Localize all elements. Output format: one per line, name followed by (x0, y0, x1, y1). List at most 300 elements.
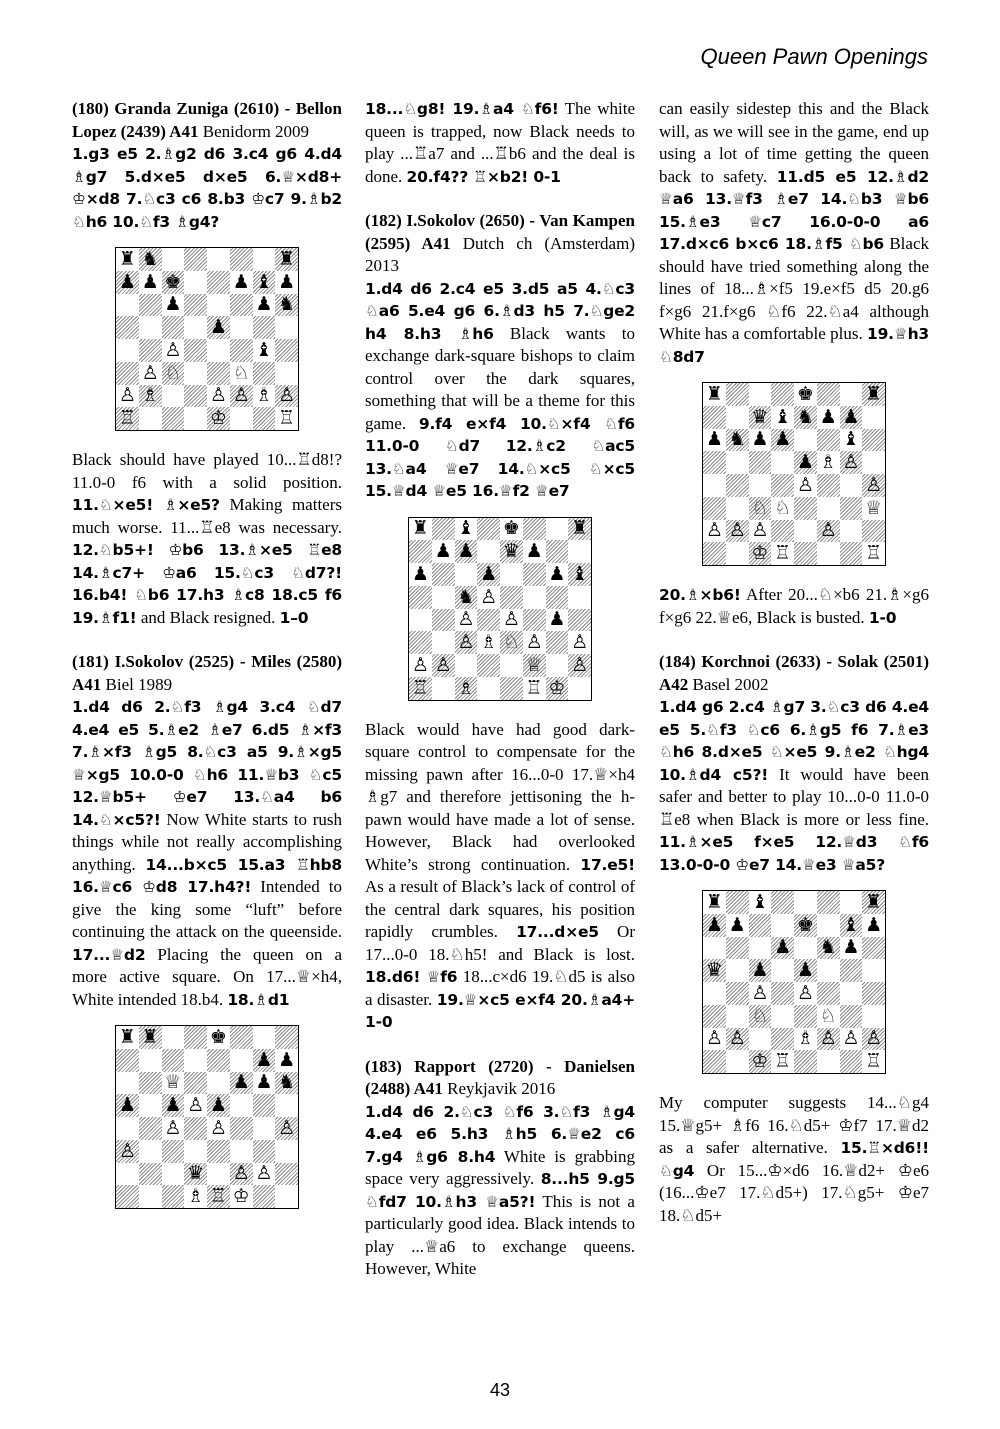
white-rook-icon: ♖ (865, 1050, 883, 1073)
board-square (523, 586, 546, 609)
black-rook-icon: ♜ (118, 247, 136, 270)
black-pawn-icon: ♟ (771, 937, 794, 960)
moves: 20.f4?? ♖×b2! 0-1 (406, 167, 561, 186)
board-square (500, 563, 523, 586)
board-square (703, 937, 726, 960)
board-square (771, 520, 794, 543)
black-pawn-icon: ♟ (141, 270, 159, 293)
board-square (275, 316, 298, 339)
board-square (184, 316, 207, 339)
white-knight-icon: ♘ (749, 497, 772, 520)
board-square (184, 385, 207, 408)
board-square (116, 1072, 139, 1095)
board-square (253, 407, 276, 430)
white-king-icon: ♔ (232, 1185, 250, 1208)
white-pawn-icon: ♙ (796, 473, 814, 496)
text: Black would have had good dark-square control to compensate for the missing pawn after 16...0-0 17.♕×h4 ♗g7 and therefore jettisoning the h-pawn would have made a lot of sense. However, Black had overlooked White’s strong continuation. (365, 719, 635, 874)
column-2 (365, 98, 635, 1281)
black-rook-icon: ♜ (411, 517, 429, 540)
black-knight-icon: ♞ (275, 294, 298, 317)
board-square (184, 248, 207, 271)
board-square (817, 429, 840, 452)
black-pawn-icon: ♟ (548, 608, 566, 631)
black-pawn-icon: ♟ (278, 270, 296, 293)
white-pawn-icon: ♙ (568, 654, 591, 677)
board-square (862, 451, 885, 474)
black-bishop-icon: ♝ (568, 563, 591, 586)
board-square (523, 563, 546, 586)
board-square (568, 540, 591, 563)
board-square (817, 1050, 840, 1073)
moves: 11.d5 e5 12.♗d2 ♕a6 13.♕f3 ♗e7 14.♘b3 ♕b6 15.♗e3 ♕c7 16.0-0-0 a6 17.d×c6 b×c6 18.♗f5 ♘b6 (659, 167, 929, 253)
white-pawn-icon: ♙ (726, 1028, 749, 1051)
board-square (275, 1026, 298, 1049)
text: Black should have tried something along the lines of 18...♗×f5 19.e×f5 d5 20.g6 f×g6 21.f×g6 ♘f6 22.♘a4 although White has a comfortable plus. (659, 234, 929, 343)
board-square (703, 1005, 726, 1028)
moves: 8...h5 9.g5 ♘fd7 10.♗h3 ♕a5?! (365, 1170, 635, 1211)
black-pawn-icon: ♟ (703, 914, 726, 937)
game-180-paragraph (72, 98, 342, 233)
board-square (116, 1163, 139, 1186)
moves: 19.♕h3 ♘8d7 (659, 325, 929, 366)
board-square (139, 316, 162, 339)
white-knight-icon: ♘ (749, 1005, 772, 1028)
white-pawn-icon: ♙ (705, 519, 723, 542)
white-queen-icon: ♕ (164, 1071, 182, 1094)
board-square (230, 1140, 253, 1163)
board-square (862, 982, 885, 1005)
black-pawn-icon: ♟ (434, 540, 452, 563)
white-pawn-icon: ♙ (817, 1028, 840, 1051)
black-pawn-icon: ♟ (842, 936, 860, 959)
black-knight-icon: ♞ (275, 1072, 298, 1095)
board-square (116, 316, 139, 339)
board-square (207, 271, 230, 294)
board-square (703, 1050, 726, 1073)
game-180-heading: (180) Granda Zuniga (2610) - Bellon Lopez (2439) A41 (72, 99, 342, 141)
chess-diagram-4 (702, 382, 886, 566)
board-square (546, 540, 569, 563)
board-square (409, 586, 432, 609)
white-pawn-icon: ♙ (275, 385, 298, 408)
black-pawn-icon: ♟ (411, 562, 429, 585)
white-knight-icon: ♘ (232, 361, 250, 384)
white-pawn-icon: ♙ (187, 1094, 205, 1117)
white-pawn-icon: ♙ (411, 653, 429, 676)
board-square (139, 1185, 162, 1208)
board-square (162, 1140, 185, 1163)
board-square (139, 1094, 162, 1117)
white-pawn-icon: ♙ (209, 1116, 227, 1139)
white-queen-icon: ♕ (865, 496, 883, 519)
board-square (862, 959, 885, 982)
board-square (794, 429, 817, 452)
board-square (116, 294, 139, 317)
white-pawn-icon: ♙ (457, 608, 475, 631)
board-square (771, 914, 794, 937)
chess-diagram-3 (408, 517, 592, 701)
text: Or 17...0-0 18.♘h5! and Black is lost. (365, 922, 635, 964)
board-square (207, 1072, 230, 1095)
board-square (230, 1117, 253, 1140)
game-182-event: Dutch ch (Amsterdam) 2013 (365, 233, 635, 275)
board-square (771, 1005, 794, 1028)
text: and Black resigned. (136, 607, 280, 627)
board-square (726, 542, 749, 565)
board-square (409, 631, 432, 654)
black-pawn-icon: ♟ (794, 451, 817, 474)
board-square (840, 497, 863, 520)
white-pawn-icon: ♙ (862, 474, 885, 497)
board-square (546, 586, 569, 609)
board-square (477, 540, 500, 563)
black-pawn-icon: ♟ (705, 428, 723, 451)
white-pawn-icon: ♙ (842, 1027, 860, 1050)
board-square (477, 518, 500, 541)
board-square (275, 1140, 298, 1163)
game-183-paragraph (365, 1056, 635, 1281)
board-square (116, 1185, 139, 1208)
game-184-paragraph (659, 651, 929, 876)
black-knight-icon: ♞ (794, 406, 817, 429)
board-square (253, 1026, 276, 1049)
board-square (184, 271, 207, 294)
black-pawn-icon: ♟ (749, 959, 772, 982)
game-180-moves: 1.g3 e5 2.♗g2 d6 3.c4 g6 4.d4 ♗g7 5.d×e5 d×e5 6.♕×d8+ ♔×d8 7.♘c3 c6 8.b3 ♔c7 9.♗b2 ♘h6 10.♘f3 ♗g4? (72, 145, 342, 231)
moves: 11.♘×e5! ♗×e5? (72, 496, 220, 514)
white-rook-icon: ♖ (278, 407, 296, 430)
moves: 9.f4 e×f4 10.♘×f4 ♘f6 11.0-0 ♘d7 12.♗c2 ♘ac5 13.♘a4 ♕e7 14.♘×c5 ♘×c5 15.♕d4 ♕e5 16.♕f2 ♕e7 (365, 414, 635, 500)
black-king-icon: ♚ (796, 382, 814, 405)
black-pawn-icon: ♟ (794, 959, 817, 982)
black-king-icon: ♚ (162, 271, 185, 294)
chess-diagram-5 (702, 890, 886, 1074)
black-rook-icon: ♜ (139, 1026, 162, 1049)
board-square (726, 451, 749, 474)
board-square (230, 407, 253, 430)
black-bishop-icon: ♝ (751, 890, 769, 913)
board-square (409, 609, 432, 632)
board-square (794, 1005, 817, 1028)
board-square (500, 586, 523, 609)
white-pawn-icon: ♙ (164, 338, 182, 361)
board-square (253, 316, 276, 339)
moves: 19.♕×c5 e×f4 20.♗a4+ 1-0 (365, 990, 635, 1031)
white-rook-icon: ♖ (774, 1050, 792, 1073)
white-pawn-icon: ♙ (118, 384, 136, 407)
board-square (546, 631, 569, 654)
black-queen-icon: ♛ (749, 406, 772, 429)
white-rook-icon: ♖ (409, 677, 432, 700)
black-rook-icon: ♜ (568, 518, 591, 541)
black-pawn-icon: ♟ (771, 429, 794, 452)
board-square (840, 542, 863, 565)
board-square (703, 542, 726, 565)
black-pawn-icon: ♟ (455, 540, 478, 563)
game-180-event: Benidorm 2009 (198, 121, 310, 141)
board-square (840, 1005, 863, 1028)
board-square (432, 563, 455, 586)
board-square (703, 982, 726, 1005)
game-184-commentary (659, 1092, 929, 1227)
board-square (749, 914, 772, 937)
black-knight-icon: ♞ (455, 586, 478, 609)
board-square (432, 677, 455, 700)
board-square (749, 937, 772, 960)
board-square (230, 1026, 253, 1049)
white-bishop-icon: ♗ (187, 1185, 205, 1208)
text: Or 15...♔×d6 16.♕d2+ ♔e6 (16...♔e7 17.♘d5+) 17.♘g5+ ♔e7 18.♘d5+ (659, 1160, 929, 1225)
board-square (749, 1028, 772, 1051)
board-square (116, 1117, 139, 1140)
board-square (139, 294, 162, 317)
black-bishop-icon: ♝ (842, 428, 860, 451)
board-square (523, 609, 546, 632)
moves: 1.d4 d6 2.c4 e5 3.d5 a5 4.♘c3 ♘a6 5.e4 g6 6.♗d3 h5 7.♘ge2 h4 8.h3 ♗h6 (365, 279, 635, 343)
black-bishop-icon: ♝ (840, 914, 863, 937)
black-rook-icon: ♜ (705, 890, 723, 913)
board-square (794, 542, 817, 565)
board-square (230, 316, 253, 339)
board-square (726, 1005, 749, 1028)
board-square (546, 518, 569, 541)
board-square (862, 429, 885, 452)
board-square (162, 1026, 185, 1049)
board-square (840, 959, 863, 982)
white-pawn-icon: ♙ (255, 1162, 273, 1185)
board-square (184, 1026, 207, 1049)
white-king-icon: ♔ (749, 1050, 772, 1073)
black-bishop-icon: ♝ (774, 405, 792, 428)
game-184-event: Basel 2002 (688, 674, 769, 694)
black-pawn-icon: ♟ (278, 1048, 296, 1071)
black-pawn-icon: ♟ (548, 562, 566, 585)
board-square (817, 542, 840, 565)
white-bishop-icon: ♗ (480, 631, 498, 654)
text: After 20...♘×b6 21.♗×g6 f×g6 22.♕e6, Black is busted. (659, 585, 929, 627)
board-square (817, 891, 840, 914)
black-rook-icon: ♜ (275, 248, 298, 271)
board-square (207, 362, 230, 385)
white-knight-icon: ♘ (500, 631, 523, 654)
board-square (771, 959, 794, 982)
moves: 1.d4 d6 2.♘f3 ♗g4 3.c4 ♘d7 4.e4 e5 5.♗e2 ♗e7 6.d5 ♗×f3 7.♗×f3 ♗g5 8.♘c3 a5 9.♗×g5 ♕×g5 10.0-0 ♘h6 11.♕b3 ♘c5 12.♕b5+ ♔e7 13.♘a4 b6 14.♘×c5?! (72, 698, 342, 829)
board-square (207, 1163, 230, 1186)
game-184-heading: (184) Korchnoi (2633) - Solak (2501) A42 (659, 652, 929, 694)
board-square (162, 407, 185, 430)
board-square (703, 406, 726, 429)
board-square (840, 383, 863, 406)
board-square (703, 451, 726, 474)
black-queen-icon: ♛ (500, 540, 523, 563)
board-square (253, 362, 276, 385)
board-square (116, 339, 139, 362)
board-square (568, 586, 591, 609)
black-pawn-icon: ♟ (230, 1072, 253, 1095)
board-square (230, 248, 253, 271)
black-pawn-icon: ♟ (162, 1094, 185, 1117)
white-bishop-icon: ♗ (455, 677, 478, 700)
board-square (116, 1049, 139, 1072)
board-square (703, 474, 726, 497)
black-pawn-icon: ♟ (865, 913, 883, 936)
game-183-continuation (659, 98, 929, 368)
board-square (253, 1140, 276, 1163)
black-rook-icon: ♜ (862, 383, 885, 406)
board-square (840, 891, 863, 914)
black-pawn-icon: ♟ (207, 1094, 230, 1117)
white-pawn-icon: ♙ (705, 1027, 723, 1050)
board-square (230, 294, 253, 317)
board-square (275, 1185, 298, 1208)
moves: 17...♕d2 (72, 945, 146, 964)
black-pawn-icon: ♟ (728, 913, 746, 936)
moves: 1.d4 d6 2.♘c3 ♘f6 3.♘f3 ♗g4 4.e4 e6 5.h3 ♗h5 6.♕e2 c6 7.g4 ♗g6 8.h4 (365, 1102, 635, 1166)
board-square (794, 937, 817, 960)
game-181-paragraph (72, 651, 342, 1011)
black-king-icon: ♚ (794, 914, 817, 937)
board-square (749, 451, 772, 474)
board-square (230, 1094, 253, 1117)
moves: 1.d4 g6 2.c4 ♗g7 3.♘c3 d6 4.e4 e5 5.♘f3 ♘c6 6.♗g5 f6 7.♗e3 ♘h6 8.d×e5 ♘×e5 9.♗e2 ♘hg4 10.♗d4 c5?! (659, 698, 929, 784)
board-square (500, 654, 523, 677)
game-181-event: Biel 1989 (101, 674, 173, 694)
board-square (726, 406, 749, 429)
board-square (162, 316, 185, 339)
chess-diagram-1 (115, 247, 299, 431)
board-square (184, 1049, 207, 1072)
board-square (817, 474, 840, 497)
black-king-icon: ♚ (209, 1025, 227, 1048)
white-pawn-icon: ♙ (862, 1028, 885, 1051)
board-square (840, 474, 863, 497)
board-square (546, 654, 569, 677)
moves: 15.♖×d6!! ♘g4 (659, 1139, 929, 1180)
moves: 18...♘g8! 19.♗a4 ♘f6! (365, 100, 559, 118)
board-square (794, 497, 817, 520)
black-pawn-icon: ♟ (840, 406, 863, 429)
white-pawn-icon: ♙ (726, 520, 749, 543)
board-square (500, 677, 523, 700)
moves: 20.♗×b6! (659, 586, 741, 604)
moves: 17...d×e5 (516, 923, 599, 941)
board-square (184, 407, 207, 430)
white-pawn-icon: ♙ (525, 631, 543, 654)
board-square (253, 1185, 276, 1208)
board-square (139, 1163, 162, 1186)
text: This is not a particularly good idea. Black intends to play ...♕a6 to exchange queens. However, White (365, 1191, 635, 1278)
board-square (862, 1005, 885, 1028)
board-square (275, 1163, 298, 1186)
game-180-commentary (72, 449, 342, 629)
board-square (139, 1140, 162, 1163)
board-square (455, 654, 478, 677)
board-square (253, 1094, 276, 1117)
moves: 14...b×c5 15.a3 ♖hb8 16.♕c6 ♔d8 17.h4?! (72, 855, 342, 896)
board-square (207, 1140, 230, 1163)
board-square (726, 959, 749, 982)
white-pawn-icon: ♙ (751, 519, 769, 542)
result: 1–0 (279, 608, 309, 627)
white-pawn-icon: ♙ (275, 1117, 298, 1140)
moves: 17.e5! (580, 855, 635, 874)
board-square (726, 497, 749, 520)
white-rook-icon: ♖ (525, 676, 543, 699)
board-square (253, 248, 276, 271)
board-square (862, 520, 885, 543)
board-square (794, 1050, 817, 1073)
white-queen-icon: ♕ (523, 654, 546, 677)
board-square (253, 1117, 276, 1140)
board-square (432, 609, 455, 632)
white-knight-icon: ♘ (774, 496, 792, 519)
board-square (862, 937, 885, 960)
black-pawn-icon: ♟ (164, 293, 182, 316)
black-queen-icon: ♛ (184, 1163, 207, 1186)
text: My computer suggests 14...♘g4 15.♕g5+ ♗f6 16.♘d5+ ♔f7 17.♕d2 as a safer alternative. (659, 1093, 929, 1157)
white-pawn-icon: ♙ (230, 1163, 253, 1186)
board-square (726, 474, 749, 497)
moves: 18.♗d1 (227, 990, 290, 1009)
white-king-icon: ♔ (749, 542, 772, 565)
text: It would have been safer and better to play 10...0-0 11.0-0 ♖e8 when Black is more or less fine. (659, 764, 929, 829)
black-pawn-icon: ♟ (207, 316, 230, 339)
white-pawn-icon: ♙ (116, 1140, 139, 1163)
board-square (162, 1049, 185, 1072)
board-square (184, 294, 207, 317)
black-knight-icon: ♞ (726, 429, 749, 452)
board-square (207, 1049, 230, 1072)
board-square (162, 385, 185, 408)
black-bishop-icon: ♝ (457, 517, 475, 540)
board-square (568, 677, 591, 700)
white-pawn-icon: ♙ (455, 631, 478, 654)
board-square (275, 339, 298, 362)
board-square (771, 451, 794, 474)
board-square (162, 1185, 185, 1208)
black-bishop-icon: ♝ (253, 271, 276, 294)
text: 18...c×d6 19.♘d5 is also a disaster. (365, 967, 635, 1009)
text: Black wants to exchange dark-square bishops to claim control over the dark squares, something that will be a theme for this game. (365, 323, 635, 433)
column-1 (72, 98, 342, 1227)
board-square (817, 497, 840, 520)
text: White is grabbing space very aggressively. (365, 1146, 636, 1188)
black-king-icon: ♚ (502, 517, 520, 540)
game-183-commentary (659, 584, 929, 629)
black-rook-icon: ♜ (118, 1025, 136, 1048)
white-bishop-icon: ♗ (139, 385, 162, 408)
moves: 11.♗×e5 f×e5 12.♕d3 ♘f6 13.0-0-0 ♔e7 14.♕e3 ♕a5? (659, 833, 929, 874)
white-bishop-icon: ♗ (819, 451, 837, 474)
white-pawn-icon: ♙ (209, 384, 227, 407)
board-square (726, 1050, 749, 1073)
black-pawn-icon: ♟ (255, 1071, 273, 1094)
white-pawn-icon: ♙ (502, 608, 520, 631)
white-pawn-icon: ♙ (164, 1116, 182, 1139)
black-pawn-icon: ♟ (116, 1094, 139, 1117)
black-pawn-icon: ♟ (232, 270, 250, 293)
white-pawn-icon: ♙ (817, 520, 840, 543)
white-pawn-icon: ♙ (751, 981, 769, 1004)
black-pawn-icon: ♟ (477, 563, 500, 586)
white-bishop-icon: ♗ (255, 384, 273, 407)
white-rook-icon: ♖ (116, 407, 139, 430)
board-square (817, 383, 840, 406)
board-square (275, 1094, 298, 1117)
white-pawn-icon: ♙ (796, 981, 814, 1004)
board-square (771, 982, 794, 1005)
board-square (207, 339, 230, 362)
